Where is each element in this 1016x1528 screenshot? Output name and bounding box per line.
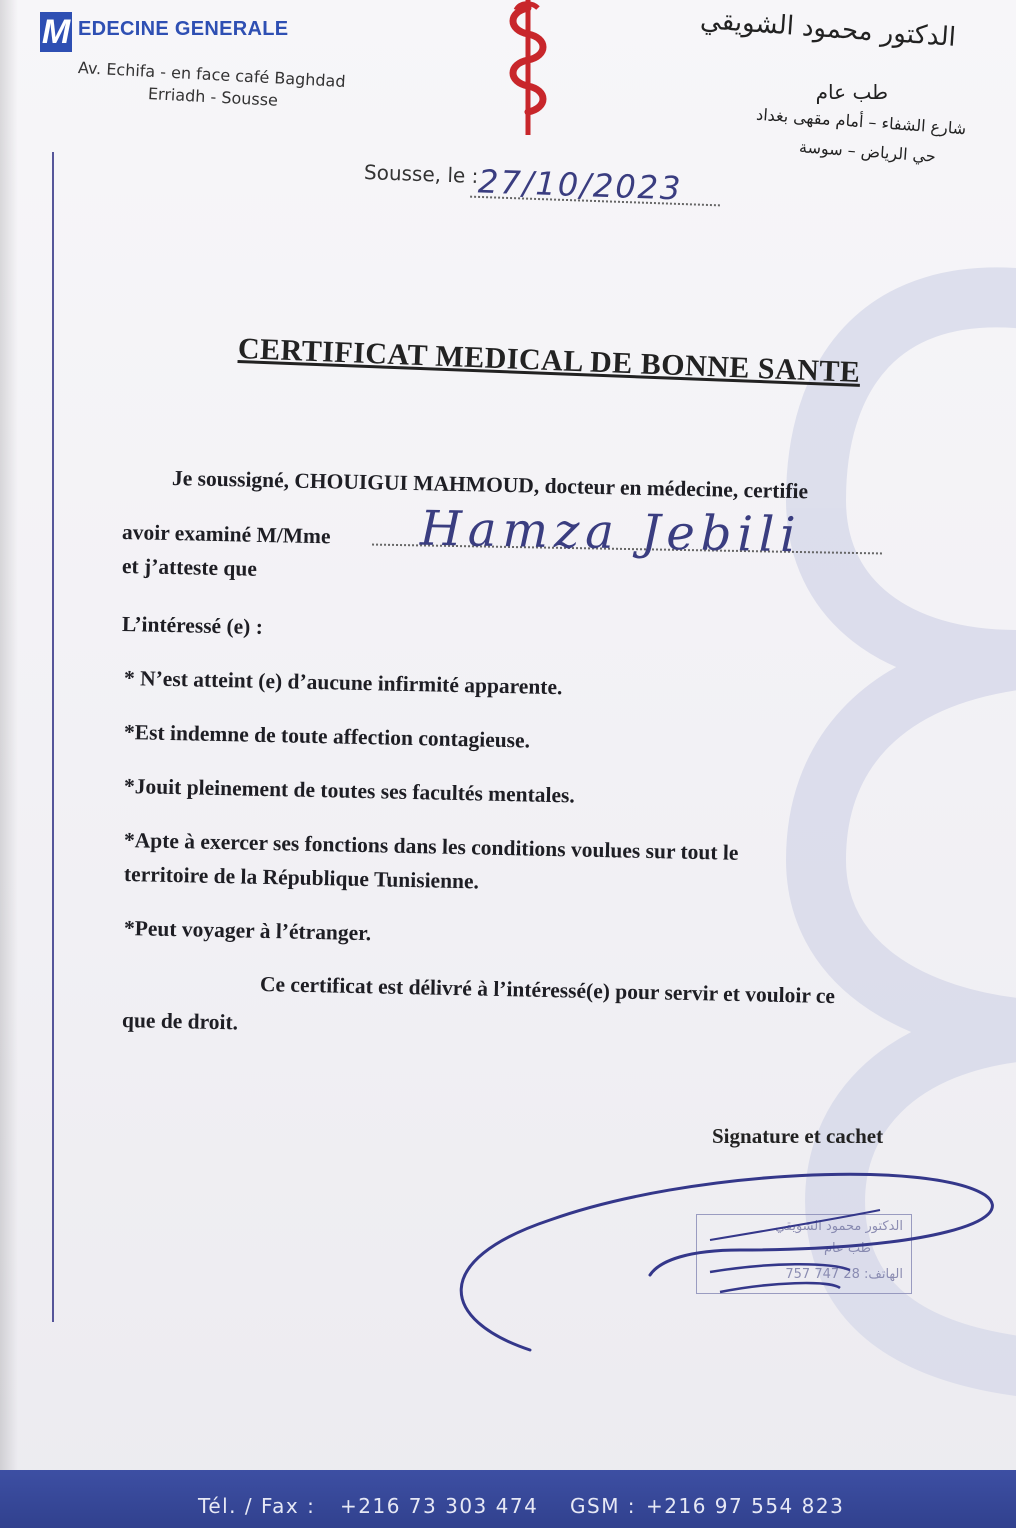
date-value: 27/10/2023 (477, 162, 684, 208)
footer-gsm: +216 97 554 823 (646, 1494, 845, 1518)
body-line2: avoir examiné M/Mme (121, 520, 331, 549)
item-4a: *Apte à exercer ses fonctions dans les conditions voulues sur tout le (123, 828, 739, 865)
footer-tel: +216 73 303 474 (340, 1494, 539, 1518)
clinic-address-line2: Erriadh - Sousse (147, 84, 279, 110)
doctor-name-arabic: الدكتور محمود الشويقي (699, 5, 957, 53)
footer-gsm-label: GSM : (570, 1494, 637, 1518)
patient-name: Hamza Jebili (419, 500, 803, 564)
stamp-line2: طب عام (823, 1241, 871, 1256)
footer-bar (0, 1470, 1016, 1528)
caduceus-icon (498, 0, 558, 140)
specialty-arabic: طب عام (815, 80, 888, 104)
page-shadow (0, 0, 18, 1528)
body-line4: L’intéressé (e) : (121, 612, 264, 639)
stamp-line3: الهاتف: 28 747 757 (785, 1267, 903, 1282)
item-3: *Jouit pleinement de toutes ses facultés mentales. (123, 774, 576, 808)
address-arabic-line1: شارع الشفاء – أمام مقهى بغداد (755, 104, 967, 139)
item-5: *Peut voyager à l’étranger. (123, 916, 372, 946)
handwritten-signature (410, 1150, 1000, 1360)
item-1: * N’est atteint (e) d’aucune infirmité apparente. (123, 666, 563, 700)
signature-label: Signature et cachet (712, 1124, 884, 1148)
closing-line2: que de droit. (121, 1008, 239, 1035)
clinic-logo: M (41, 13, 71, 51)
body-line1: Je soussigné, CHOUIGUI MAHMOUD, docteur en médecine, certifie (171, 466, 809, 504)
date-label: Sousse, le : (363, 160, 479, 188)
address-arabic-line2: حي الرياض – سوسة (798, 137, 937, 166)
clinic-address-line1: Av. Echifa - en face café Baghdad (77, 58, 347, 92)
stamp-line1: الدكتور محمود الشويقي (774, 1219, 903, 1234)
item-4b: territoire de la République Tunisienne. (123, 862, 480, 894)
certificate-title: CERTIFICAT MEDICAL DE BONNE SANTE (237, 332, 861, 389)
clinic-brand: EDECINE GENERALE (78, 18, 289, 40)
item-2: *Est indemne de toute affection contagieuse. (123, 720, 531, 753)
body-line3: et j’atteste que (121, 554, 258, 581)
closing-line1: Ce certificat est délivré à l’intéressé(e) pour servir et vouloir ce (259, 972, 836, 1009)
footer-tel-label: Tél. / Fax : (198, 1494, 316, 1518)
margin-line (52, 152, 54, 1322)
